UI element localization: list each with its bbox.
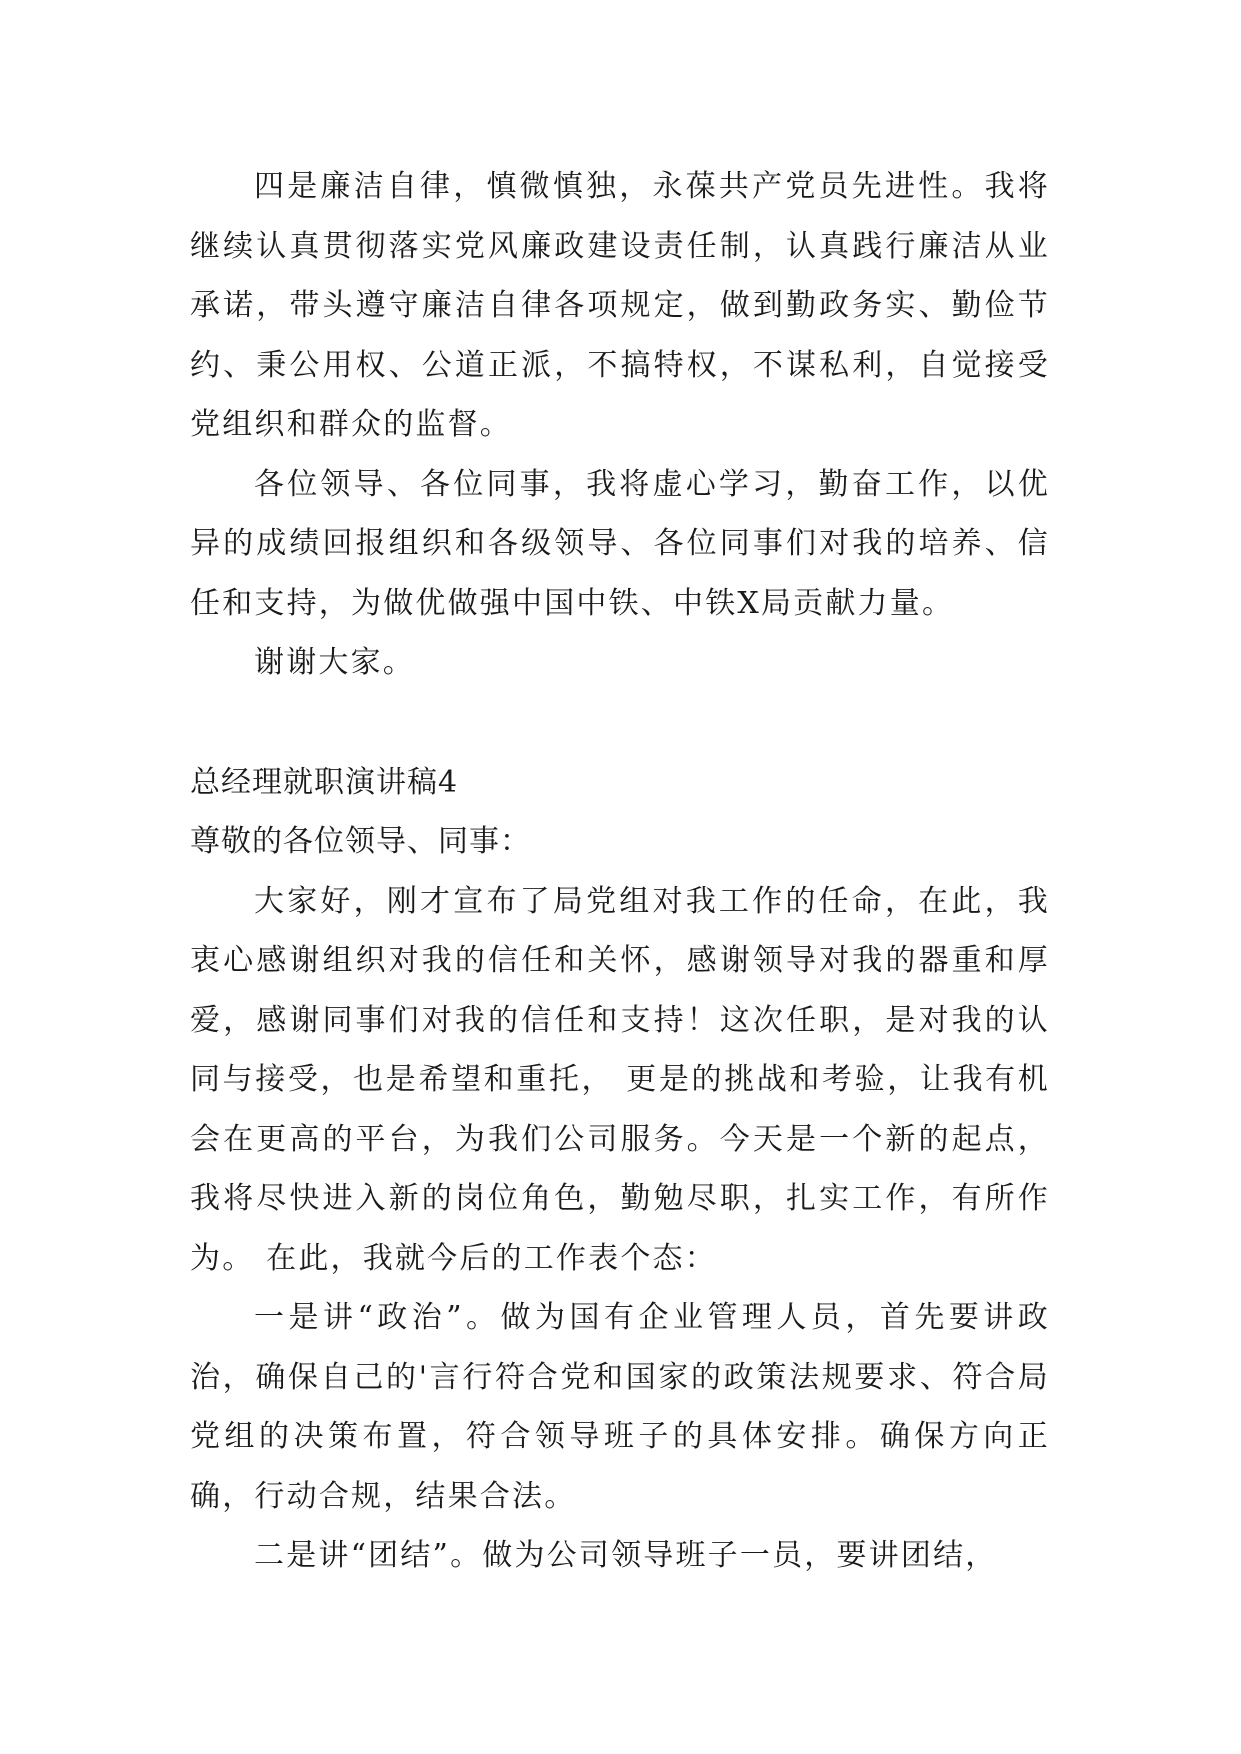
paragraph-unity: 二是讲“团结”。做为公司领导班子一员，要讲团结， — [254, 1538, 998, 1573]
salutation: 尊敬的各位领导、同事： — [190, 824, 531, 859]
paragraph-politics: 一是讲“政治”。做为国有企业管理人员，首先要讲政治，确保自己的'言行符合党和国家的政策法规要求、符合局党组的决策布置，符合领导班子的具体安排。确保方向正确，行动合规，结果合法。 — [190, 1300, 1050, 1514]
paragraph-integrity: 四是廉洁自律，慎微慎独，永葆共产党员先进性。我将继续认真贯彻落实党风廉政建设责任制，认真践行廉洁从业承诺，带头遵守廉洁自律各项规定，做到勤政务实、勤俭节约、秉公用权、公道正派，不搞特权，不谋私利，自觉接受党组织和群众的监督。 — [190, 169, 1050, 442]
section-gap — [190, 693, 1050, 753]
paragraph-thanks: 谢谢大家。 — [254, 645, 415, 680]
document-body — [190, 157, 1050, 1586]
paragraph-commitment: 各位领导、各位同事，我将虚心学习，勤奋工作，以优异的成绩回报组织和各级领导、各位同事们对我的培养、信任和支持，为做优做强中国中铁、中铁X局贡献力量。 — [190, 466, 1050, 621]
section-title: 总经理就职演讲稿4 — [190, 764, 459, 800]
paragraph-opening: 大家好，刚才宣布了局党组对我工作的任命，在此，我衷心感谢组织对我的信任和关怀，感谢领导对我的器重和厚爱，感谢同事们对我的信任和支持！这次任职，是对我的认同与接受，也是希望和重托， 更是的挑战和考验，让我有机会在更高的平台，为我们公司服务。今天是一个新的起点，我将尽快进入新的岗位角色，勤勉尽职，扎实工作，有所作为。 在此，我就今后的工作表个态： — [190, 883, 1050, 1276]
